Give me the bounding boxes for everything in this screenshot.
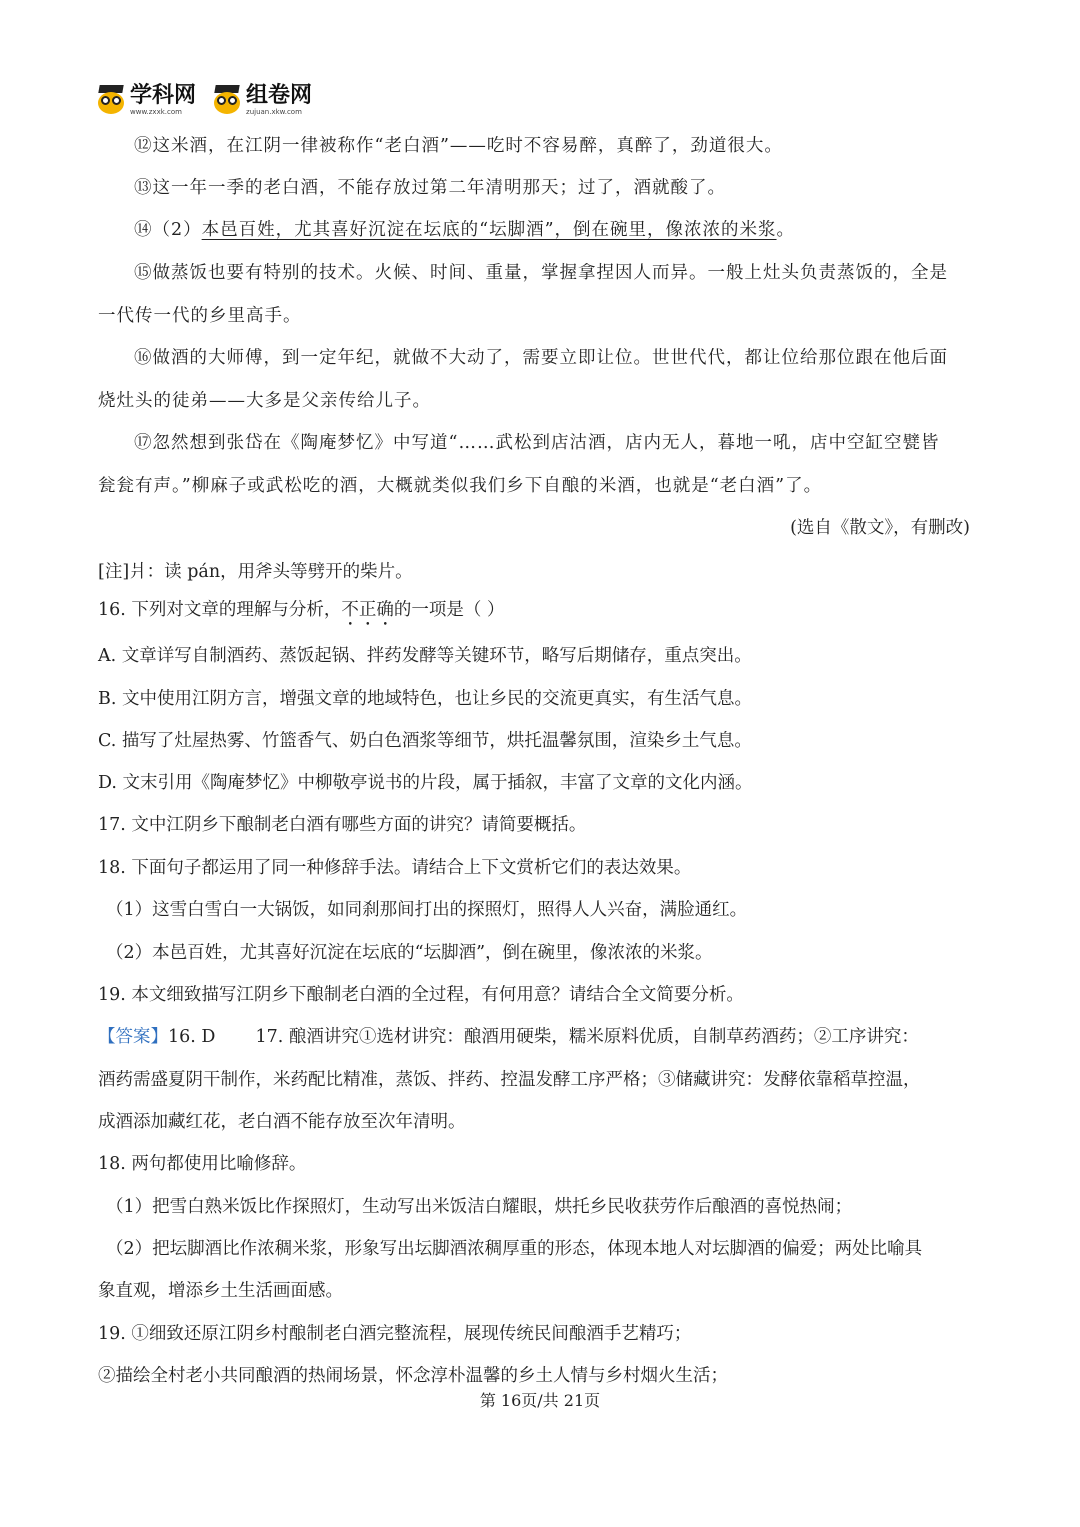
question-16-blank: 的一项是（ ）: [393, 600, 505, 620]
question-16: [98, 596, 504, 630]
answer-17-line2: 酒药需盛夏阴干制作，米药配比精准，蒸饭、拌药、控温发酵工序严格；③储藏讲究：发酵依靠稻草控温，: [98, 1070, 921, 1090]
question-16-text: 16. 下列对文章的理解与分析，: [98, 600, 342, 620]
paragraph-14-underlined: 本邑百姓，尤其喜好沉淀在坛底的“坛脚酒”，倒在碗里，像浓浓的米浆: [201, 220, 777, 240]
answer-17-line1: 17. 酿酒讲究①选材讲究：酿酒用硬柴，糯米原料优质，自制草药酒药；②工序讲究：: [255, 1027, 919, 1047]
paragraph-12: ⑫这米酒，在江阴一律被称作“老白酒”——吃时不容易醉，真醉了，劲道很大。: [134, 136, 783, 156]
logo1-name: 学科网: [130, 82, 197, 108]
logo1-url: www.zxxk.com: [130, 107, 182, 116]
question-17: 17. 文中江阴乡下酿制老白酒有哪些方面的讲究？请简要概括。: [98, 815, 587, 835]
owl-mascot-icon: [212, 85, 242, 115]
option-a: A. 文章详写自制酒药、蒸饭起锅、拌药发酵等关键环节，略写后期储存，重点突出。: [98, 646, 752, 666]
zujuan-logo: [212, 82, 313, 116]
option-d: D. 文末引用《陶庵梦忆》中柳敬亭说书的片段，属于插叙，丰富了文章的文化内涵。: [98, 773, 753, 793]
answer-16: 16. D: [168, 1027, 216, 1047]
paragraph-16-line2: 烧灶头的徒弟——大多是父亲传给儿子。: [98, 391, 431, 411]
paragraph-17-line1: ⑰忽然想到张岱在《陶庵梦忆》中写道“……武松到店沽酒，店内无人，暮地一吼，店中空缸空甓皆: [134, 433, 940, 453]
option-c: C. 描写了灶屋热雾、竹篮香气、奶白色酒浆等细节，烘托温馨氛围，渲染乡土气息。: [98, 731, 752, 751]
annotation-note: [注]爿：读 pán，用斧头等劈开的柴片。: [98, 562, 413, 582]
answer-tag: 【答案】: [98, 1027, 168, 1047]
answer-18-part1: （1）把雪白熟米饭比作探照灯，生动写出米饭洁白耀眼，烘托乡民收获劳作后酿酒的喜悦热闹；: [106, 1197, 853, 1217]
source-citation: (选自《散文》，有删改): [790, 518, 970, 538]
question-18-sentence-1: （1）这雪白雪白一大锅饭，如同刹那间打出的探照灯，照得人人兴奋，满脸通红。: [106, 900, 748, 920]
question-18: 18. 下面句子都运用了同一种修辞手法。请结合上下文赏析它们的表达效果。: [98, 858, 692, 878]
paragraph-17-line2: 瓮瓮有声。”柳麻子或武松吃的酒，大概就类似我们乡下自酿的米酒，也就是“老白酒”了。: [98, 476, 823, 496]
question-16-emphasis: 不正确: [341, 600, 394, 620]
question-18-sentence-2: （2）本邑百姓，尤其喜好沉淀在坛底的“坛脚酒”，倒在碗里，像浓浓的米浆。: [106, 943, 713, 963]
owl-mascot-icon: [96, 85, 126, 115]
paragraph-13: ⑬这一年一季的老白酒，不能存放过第二年清明那天；过了，酒就酸了。: [134, 178, 726, 198]
answer-17-line3: 成酒添加藏红花，老白酒不能存放至次年清明。: [98, 1112, 466, 1132]
paragraph-14-number: ⑭（2）: [134, 220, 202, 240]
paragraph-15-line2: 一代传一代的乡里高手。: [98, 306, 302, 326]
paragraph-16-line1: ⑯做酒的大师傅，到一定年纪，就做不大动了，需要立即让位。世世代代，都让位给那位跟在他后面: [134, 348, 948, 368]
answer-line-1: [98, 1023, 919, 1051]
option-b: B. 文中使用江阴方言，增强文章的地域特色，也让乡民的交流更真实，有生活气息。: [98, 689, 752, 709]
answer-19-point1: 19. ①细致还原江阴乡村酿制老白酒完整流程，展现传统民间酿酒手艺精巧；: [98, 1324, 692, 1344]
answer-18-part2-line2: 象直观，增添乡土生活画面感。: [98, 1281, 343, 1301]
paragraph-14: [134, 216, 795, 244]
zxxk-logo: [96, 82, 197, 116]
logo2-name: 组卷网: [246, 82, 313, 108]
question-19: 19. 本文细致描写江阴乡下酿制老白酒的全过程，有何用意？请结合全文简要分析。: [98, 985, 744, 1005]
paragraph-15-line1: ⑮做蒸饭也要有特别的技术。火候、时间、重量，掌握拿捏因人而异。一般上灶头负责蒸饭的，全是: [134, 263, 948, 283]
paragraph-14-end: 。: [776, 220, 796, 240]
answer-18: 18. 两句都使用比喻修辞。: [98, 1154, 307, 1174]
answer-18-part2-line1: （2）把坛脚酒比作浓稠米浆，形象写出坛脚酒浓稠厚重的形态，体现本地人对坛脚酒的偏爱；两处比喻具: [106, 1239, 923, 1259]
logo2-url: zujuan.xkw.com: [246, 107, 302, 116]
page-footer: 第 16页/共 21页: [479, 1391, 601, 1410]
answer-19-point2: ②描绘全村老小共同酿酒的热闹场景，怀念淳朴温馨的乡土人情与乡村烟火生活；: [98, 1366, 728, 1386]
header-logos: [96, 80, 312, 120]
